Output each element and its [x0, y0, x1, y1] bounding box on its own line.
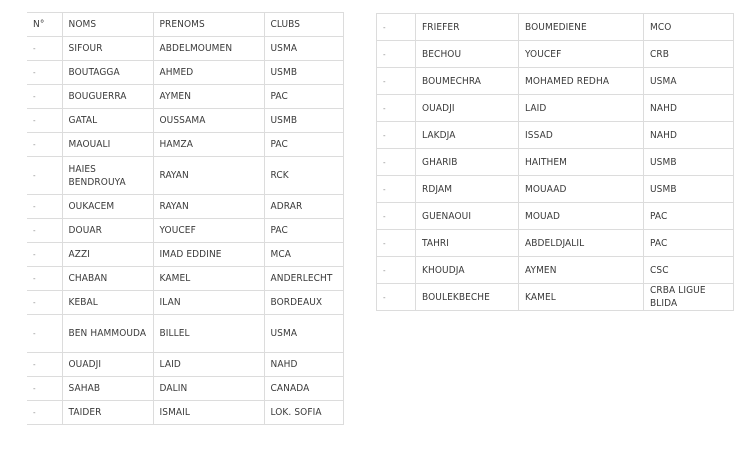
- player-nom: BEN HAMMOUDA: [62, 315, 153, 353]
- player-prenom: AHMED: [153, 61, 264, 85]
- player-prenom: YOUCEF: [519, 41, 644, 68]
- player-club: USMA: [264, 37, 343, 61]
- player-prenom: HAITHEM: [519, 149, 644, 176]
- table-row: [377, 203, 734, 230]
- player-club: CRB: [644, 41, 734, 68]
- row-number: -: [377, 203, 416, 230]
- player-prenom: YOUCEF: [153, 219, 264, 243]
- player-club: PAC: [264, 219, 343, 243]
- player-prenom: DALIN: [153, 377, 264, 401]
- prenom-header: PRENOMS: [153, 13, 264, 37]
- table-row: [27, 353, 343, 377]
- row-number: -: [377, 230, 416, 257]
- table-row: [27, 267, 343, 291]
- row-number: -: [377, 95, 416, 122]
- player-prenom: ABDELDJALIL: [519, 230, 644, 257]
- nom-header: NOMS: [62, 13, 153, 37]
- player-prenom: IMAD EDDINE: [153, 243, 264, 267]
- num-header: N°: [27, 13, 62, 37]
- player-nom: GATAL: [62, 109, 153, 133]
- header-row: [27, 13, 343, 37]
- player-prenom: ISSAD: [519, 122, 644, 149]
- player-nom: CHABAN: [62, 267, 153, 291]
- player-nom: AZZI: [62, 243, 153, 267]
- row-number: -: [377, 176, 416, 203]
- player-club: PAC: [644, 203, 734, 230]
- player-club: RCK: [264, 157, 343, 195]
- row-number: -: [27, 353, 62, 377]
- player-club: CANADA: [264, 377, 343, 401]
- table-row: [27, 401, 343, 425]
- row-number: -: [27, 109, 62, 133]
- player-prenom: BILLEL: [153, 315, 264, 353]
- player-club: BORDEAUX: [264, 291, 343, 315]
- player-club: USMB: [644, 149, 734, 176]
- table-row: [27, 109, 343, 133]
- player-nom: KHOUDJA: [416, 257, 519, 284]
- player-club: USMB: [644, 176, 734, 203]
- player-nom: MAOUALI: [62, 133, 153, 157]
- left-players-table: [27, 12, 344, 425]
- row-number: -: [377, 257, 416, 284]
- row-number: -: [27, 85, 62, 109]
- player-prenom: RAYAN: [153, 157, 264, 195]
- row-number: -: [377, 41, 416, 68]
- table-row: [27, 85, 343, 109]
- row-number: -: [377, 68, 416, 95]
- player-club: NAHD: [644, 122, 734, 149]
- player-prenom: LAID: [519, 95, 644, 122]
- player-club: CRBA LIGUE BLIDA: [644, 284, 734, 311]
- row-number: -: [27, 157, 62, 195]
- player-club: USMA: [264, 315, 343, 353]
- player-prenom: ISMAIL: [153, 401, 264, 425]
- player-prenom: ILAN: [153, 291, 264, 315]
- player-club: MCA: [264, 243, 343, 267]
- row-number: -: [27, 401, 62, 425]
- player-prenom: AYMEN: [153, 85, 264, 109]
- table-row: [27, 243, 343, 267]
- player-nom: BOUGUERRA: [62, 85, 153, 109]
- table-row: [27, 61, 343, 85]
- player-nom: FRIEFER: [416, 14, 519, 41]
- player-prenom: MOUAD: [519, 203, 644, 230]
- table-row: [377, 122, 734, 149]
- player-club: PAC: [644, 230, 734, 257]
- player-nom: TAIDER: [62, 401, 153, 425]
- player-nom: HAIES BENDROUYA: [62, 157, 153, 195]
- row-number: -: [27, 243, 62, 267]
- player-prenom: RAYAN: [153, 195, 264, 219]
- row-number: -: [27, 195, 62, 219]
- player-prenom: HAMZA: [153, 133, 264, 157]
- player-nom: BOUTAGGA: [62, 61, 153, 85]
- table-row: [27, 219, 343, 243]
- player-nom: OUKACEM: [62, 195, 153, 219]
- player-nom: SAHAB: [62, 377, 153, 401]
- player-nom: GUENAOUI: [416, 203, 519, 230]
- player-nom: OUADJI: [62, 353, 153, 377]
- player-nom: BOULEKBECHE: [416, 284, 519, 311]
- player-club: NAHD: [644, 95, 734, 122]
- table-row: [377, 68, 734, 95]
- row-number: -: [27, 219, 62, 243]
- player-prenom: KAMEL: [519, 284, 644, 311]
- player-prenom: OUSSAMA: [153, 109, 264, 133]
- player-prenom: LAID: [153, 353, 264, 377]
- player-prenom: AYMEN: [519, 257, 644, 284]
- player-nom: DOUAR: [62, 219, 153, 243]
- player-nom: RDJAM: [416, 176, 519, 203]
- table-row: [27, 157, 343, 195]
- table-row: [377, 14, 734, 41]
- player-nom: OUADJI: [416, 95, 519, 122]
- player-prenom: ABDELMOUMEN: [153, 37, 264, 61]
- player-nom: LAKDJA: [416, 122, 519, 149]
- row-number: -: [27, 61, 62, 85]
- row-number: -: [377, 149, 416, 176]
- right-players-table: [376, 13, 734, 311]
- player-prenom: MOHAMED REDHA: [519, 68, 644, 95]
- table-row: [377, 95, 734, 122]
- player-club: LOK. SOFIA: [264, 401, 343, 425]
- row-number: -: [27, 377, 62, 401]
- table-row: [27, 315, 343, 353]
- player-club: NAHD: [264, 353, 343, 377]
- row-number: -: [377, 122, 416, 149]
- player-nom: TAHRI: [416, 230, 519, 257]
- row-number: -: [27, 37, 62, 61]
- table-row: [377, 176, 734, 203]
- club-header: CLUBS: [264, 13, 343, 37]
- player-nom: BOUMECHRA: [416, 68, 519, 95]
- player-club: USMB: [264, 61, 343, 85]
- table-row: [27, 377, 343, 401]
- table-row: [27, 291, 343, 315]
- player-nom: BECHOU: [416, 41, 519, 68]
- player-prenom: MOUAAD: [519, 176, 644, 203]
- table-row: [377, 41, 734, 68]
- table-row: [27, 37, 343, 61]
- row-number: -: [27, 291, 62, 315]
- player-club: USMB: [264, 109, 343, 133]
- player-nom: SIFOUR: [62, 37, 153, 61]
- player-club: ANDERLECHT: [264, 267, 343, 291]
- row-number: -: [377, 14, 416, 41]
- table-row: [27, 195, 343, 219]
- player-club: CSC: [644, 257, 734, 284]
- player-club: ADRAR: [264, 195, 343, 219]
- row-number: -: [27, 267, 62, 291]
- player-club: PAC: [264, 133, 343, 157]
- player-club: USMA: [644, 68, 734, 95]
- table-row: [377, 149, 734, 176]
- row-number: -: [377, 284, 416, 311]
- player-club: MCO: [644, 14, 734, 41]
- player-club: PAC: [264, 85, 343, 109]
- player-nom: GHARIB: [416, 149, 519, 176]
- table-row: [377, 284, 734, 311]
- player-nom: KEBAL: [62, 291, 153, 315]
- table-row: [377, 257, 734, 284]
- row-number: -: [27, 315, 62, 353]
- row-number: -: [27, 133, 62, 157]
- table-row: [27, 133, 343, 157]
- player-prenom: KAMEL: [153, 267, 264, 291]
- player-prenom: BOUMEDIENE: [519, 14, 644, 41]
- table-row: [377, 230, 734, 257]
